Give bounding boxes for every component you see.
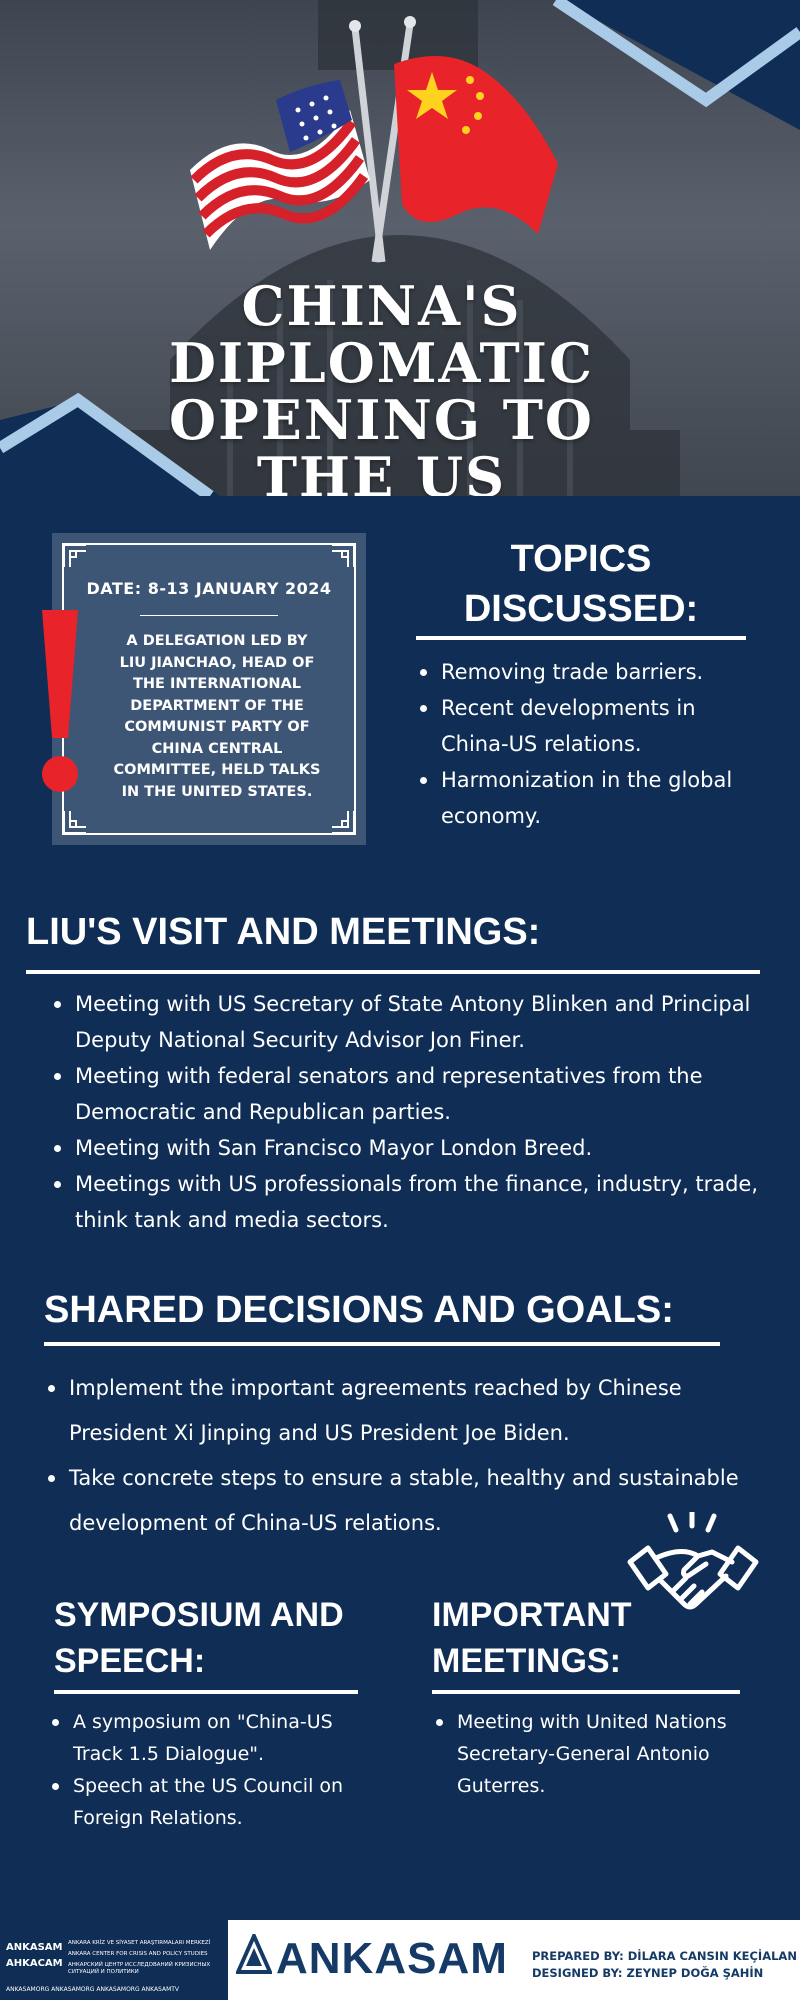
org-name-tr: ANKARA KRİZ VE SİYASET ARAŞTIRMALARI MERKEZİ [68, 1940, 211, 1946]
us-flag-icon [180, 40, 380, 280]
list-item: Meeting with San Francisco Mayor London Breed. [50, 1130, 770, 1166]
corner-ornament-icon [330, 543, 356, 569]
brand-name: ANKASAM [276, 1934, 508, 1983]
org-logo-text: ANKASAM [6, 1942, 63, 1953]
important-underline [432, 1690, 740, 1694]
delegation-text: A DELEGATION LED BY LIU JIANCHAO, HEAD OF THE INTERNATIONAL DEPARTMENT OF THE COMMUNIST PARTY OF CHINA CENTRAL COMMITTEE, HELD TALKS IN THE UNITED STATES. [113, 633, 321, 800]
org-logo-text-ru: AHKACAM [6, 1958, 63, 1969]
topics-underline [416, 636, 746, 640]
list-item: Removing trade barriers. [416, 654, 766, 690]
ankasam-logo-icon [236, 1934, 272, 1974]
list-item: Meeting with United Nations Secretary-General Antonio Guterres. [432, 1706, 752, 1802]
topics-list [416, 654, 766, 834]
topics-heading: TOPICS DISCUSSED: [463, 538, 699, 630]
visit-underline [26, 970, 760, 974]
important-heading: IMPORTANT MEETINGS: [432, 1596, 632, 1680]
visit-list [50, 986, 770, 1238]
list-item: Meeting with federal senators and representatives from the Democratic and Republican parties. [50, 1058, 770, 1130]
list-item: Meeting with US Secretary of State Antony Blinken and Principal Deputy National Security Advisor Jon Finer. [50, 986, 770, 1058]
list-item: Recent developments in China-US relations. [416, 690, 766, 762]
divider [140, 615, 278, 616]
delegation-info-box [52, 533, 366, 845]
org-name-en: ANKARA CENTER FOR CRISIS AND POLICY STUDIES [68, 1951, 208, 1957]
footer-org-block [0, 1920, 228, 2000]
exclamation-icon [36, 610, 84, 796]
list-item: Harmonization in the global economy. [416, 762, 766, 834]
org-name-ru: АНКАРСКИЙ ЦЕНТР ИССЛЕДОВАНИЙ КРИЗИСНЫХ СИТУАЦИЙ И ПОЛИТИКИ [68, 1962, 211, 1975]
list-item: Speech at the US Council on Foreign Relations. [48, 1770, 368, 1834]
symposium-heading: SYMPOSIUM AND SPEECH: [54, 1596, 344, 1680]
hero-banner [0, 0, 800, 496]
list-item: A symposium on "China-US Track 1.5 Dialogue". [48, 1706, 368, 1770]
important-list [432, 1706, 752, 1802]
corner-ornament-icon [62, 809, 88, 835]
symposium-list [48, 1706, 368, 1834]
shared-heading: SHARED DECISIONS AND GOALS: [44, 1289, 674, 1331]
footer [0, 1920, 800, 2000]
prepared-by: PREPARED BY: DİLARA CANSIN KEÇİALAN [532, 1949, 797, 1963]
list-item: Take concrete steps to ensure a stable, healthy and sustainable development of China-US relations. [44, 1456, 744, 1546]
visit-date: DATE: 8-13 JANUARY 2024 [86, 579, 332, 598]
list-item: Meetings with US professionals from the finance, industry, trade, think tank and media sectors. [50, 1166, 770, 1238]
symposium-underline [54, 1690, 358, 1694]
list-item: Implement the important agreements reached by Chinese President Xi Jinping and US President Joe Biden. [44, 1366, 744, 1456]
corner-ornament-icon [62, 543, 88, 569]
social-handles: ANKASAMORG ANKASAMORG ANKASAMORG ANKASAMTV [6, 1986, 180, 1993]
visit-heading: LIU'S VISIT AND MEETINGS: [26, 911, 541, 953]
credits [532, 1948, 797, 1982]
page-title: CHINA'S DIPLOMATIC OPENING TO THE US [169, 274, 594, 496]
china-flag-icon [388, 34, 568, 274]
designed-by: DESIGNED BY: ZEYNEP DOĞA ŞAHİN [532, 1966, 764, 1980]
shared-underline [44, 1342, 720, 1346]
corner-ornament-icon [330, 809, 356, 835]
